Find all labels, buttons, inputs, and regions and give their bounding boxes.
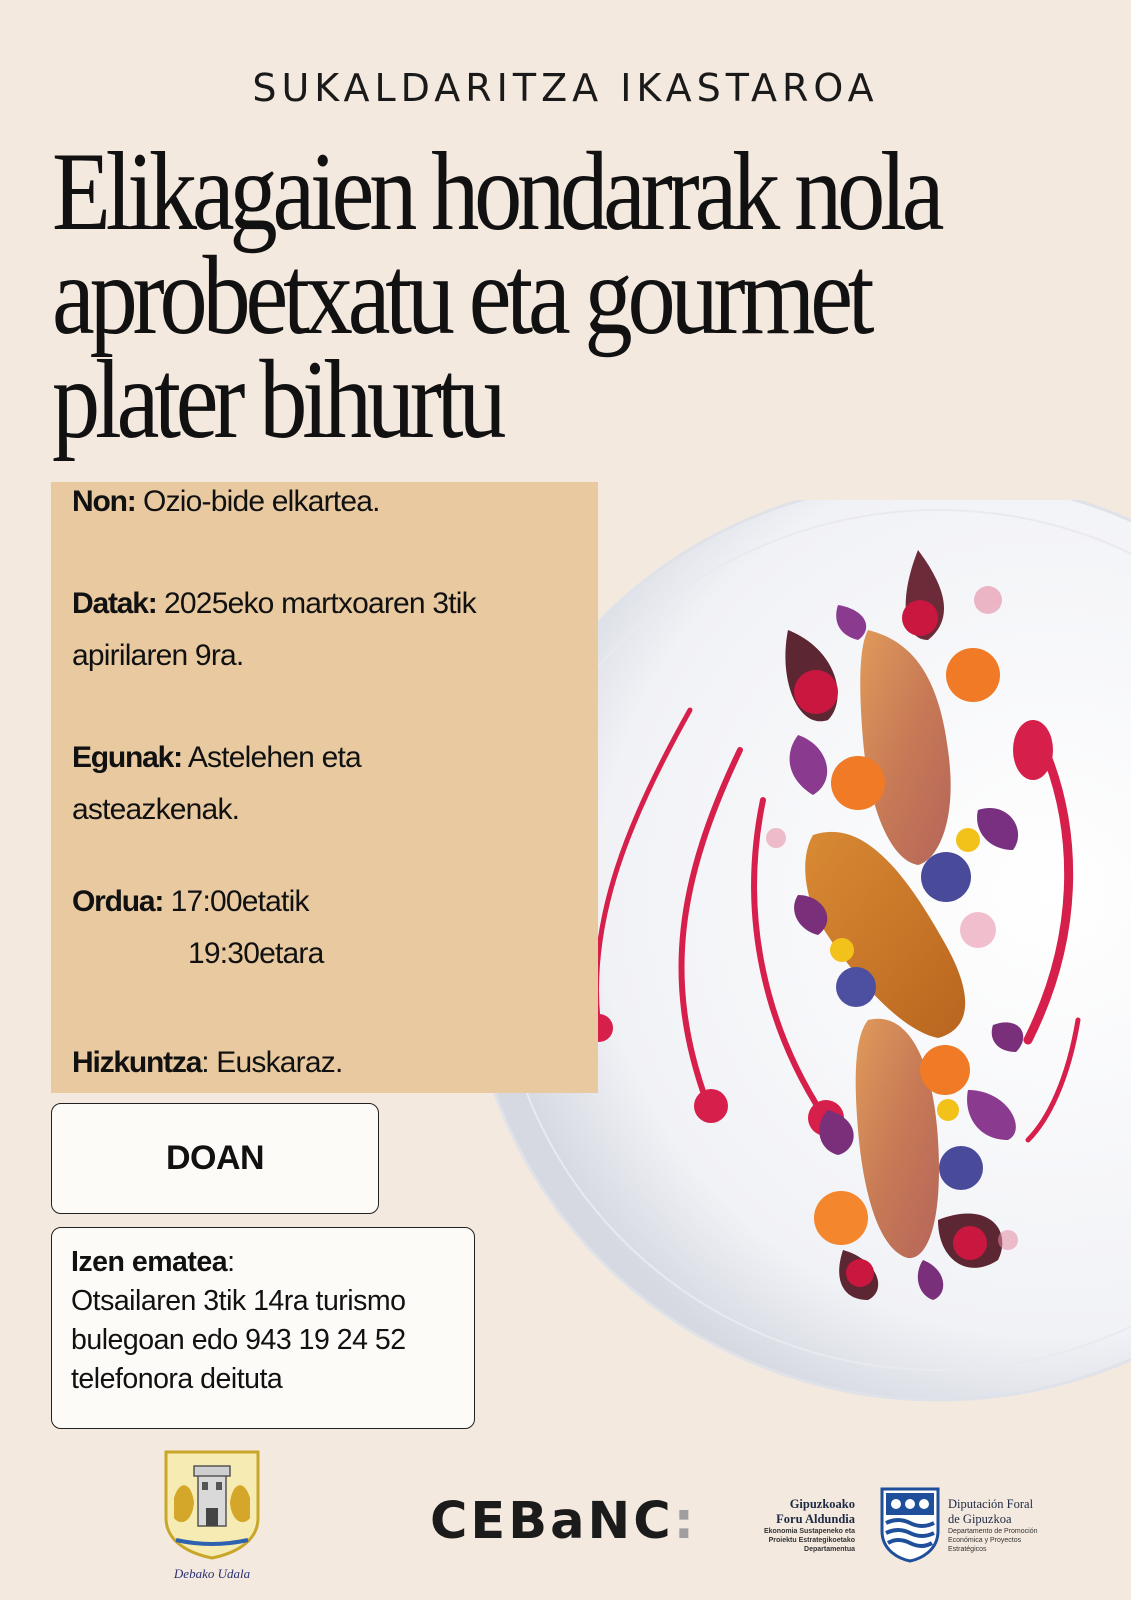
cebanc-logo bbox=[430, 1492, 697, 1551]
language-row bbox=[72, 1037, 342, 1089]
gipuzkoa-right-sub-1: Departamento de Promoción bbox=[948, 1528, 1038, 1535]
title-line-3: plater bihurtu bbox=[52, 338, 502, 462]
gipuzkoa-right-name-2: de Gipuzkoa bbox=[948, 1512, 1012, 1526]
days-label: Egunak: bbox=[72, 741, 182, 774]
time-value-1: 17:00etatik bbox=[163, 885, 309, 918]
deba-coat-of-arms-icon bbox=[162, 1448, 262, 1560]
deba-logo bbox=[158, 1448, 266, 1588]
dates-value-1: 2025eko martxoaren 3tik bbox=[156, 587, 476, 620]
time-row bbox=[72, 876, 323, 980]
where-value: Ozio-bide elkartea. bbox=[135, 485, 380, 518]
cebanc-dots: : bbox=[673, 1492, 698, 1551]
gipuzkoa-basque-text bbox=[715, 1497, 855, 1554]
gipuzkoa-left-sub-3: Departamentua bbox=[804, 1546, 855, 1553]
cebanc-text: CEBaNC bbox=[430, 1492, 674, 1551]
gipuzkoa-right-name-1: Diputación Foral bbox=[948, 1497, 1034, 1511]
registration-line-1: Otsailaren 3tik 14ra turismo bbox=[71, 1285, 406, 1317]
registration-colon: : bbox=[227, 1246, 235, 1278]
language-value: : Euskaraz. bbox=[201, 1046, 343, 1079]
where-label: Non: bbox=[72, 485, 136, 518]
dates-label: Datak: bbox=[72, 587, 157, 620]
gipuzkoa-logo bbox=[763, 1487, 1070, 1567]
gipuzkoa-spanish-text bbox=[948, 1497, 1078, 1554]
free-badge: DOAN bbox=[51, 1103, 379, 1214]
gipuzkoa-left-name-1: Gipuzkoako bbox=[789, 1497, 855, 1511]
registration-line-2: bulegoan edo 943 19 24 52 bbox=[71, 1324, 406, 1356]
gipuzkoa-shield-icon bbox=[880, 1487, 940, 1563]
gipuzkoa-right-sub-2: Económica y Proyectos bbox=[948, 1537, 1022, 1544]
dates-row bbox=[72, 578, 476, 682]
event-info-panel bbox=[51, 482, 598, 1093]
title-line-1: Elikagaien hondarrak nola bbox=[52, 130, 940, 254]
time-label: Ordua: bbox=[72, 885, 164, 918]
registration-label: Izen ematea bbox=[71, 1246, 228, 1278]
gipuzkoa-left-name-2: Foru Aldundia bbox=[776, 1512, 855, 1526]
deba-caption: Debako Udala bbox=[173, 1566, 251, 1581]
gipuzkoa-left-sub-1: Ekonomia Sustapeneko eta bbox=[763, 1528, 855, 1535]
time-value-2: 19:30etara bbox=[188, 937, 324, 970]
registration-box bbox=[51, 1227, 475, 1429]
registration-line-3: telefonora deituta bbox=[71, 1363, 283, 1395]
course-kicker: SUKALDARITZA IKASTAROA bbox=[252, 66, 879, 110]
title-line-2: aprobetxatu eta gourmet bbox=[52, 234, 870, 358]
language-label: Hizkuntza bbox=[72, 1046, 202, 1079]
gipuzkoa-left-sub-2: Proiektu Estrategikoetako bbox=[768, 1537, 855, 1544]
page-title bbox=[52, 130, 1067, 462]
dates-value-2: apirilaren 9ra. bbox=[72, 639, 244, 672]
gipuzkoa-right-sub-3: Estratégicos bbox=[948, 1546, 987, 1553]
days-row bbox=[72, 732, 361, 836]
days-value-2: asteazkenak. bbox=[72, 793, 240, 826]
where-row bbox=[72, 476, 380, 528]
days-value-1: Astelehen eta bbox=[181, 741, 361, 774]
